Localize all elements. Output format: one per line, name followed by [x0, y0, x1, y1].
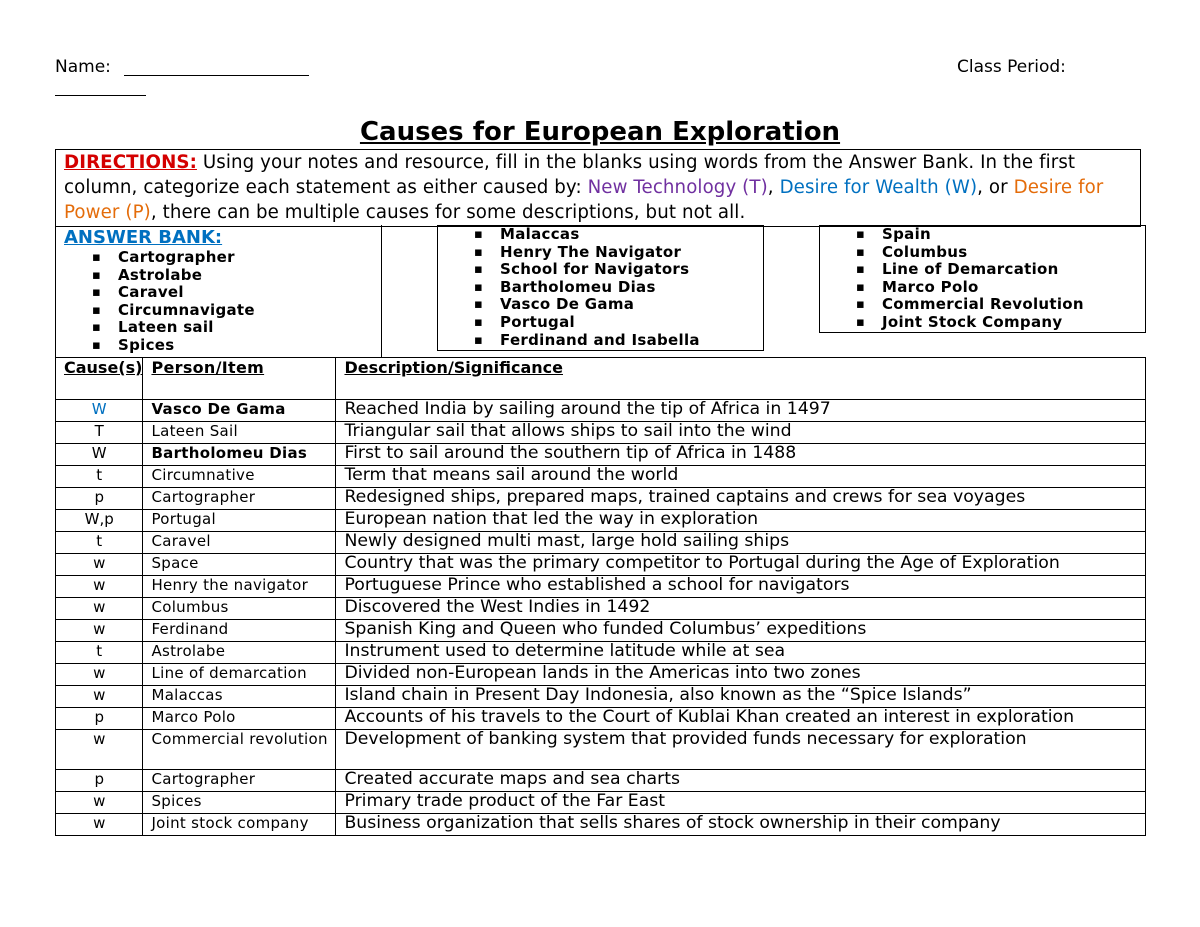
person-item-cell[interactable]: Malaccas [143, 686, 336, 708]
description-cell: Development of banking system that provided funds necessary for exploration [336, 730, 1146, 770]
description-cell: First to sail around the southern tip of Africa in 1488 [336, 444, 1146, 466]
table-row [56, 422, 1146, 444]
person-item-cell[interactable]: Cartographer [143, 488, 336, 510]
cause-cell[interactable]: w [56, 792, 143, 814]
answer-bank-column-3 [819, 225, 1146, 333]
directions-sep-1: , [767, 177, 780, 198]
directions-label: DIRECTIONS: [64, 152, 197, 173]
power-category: Desire for Power (P) [64, 177, 1104, 223]
table-header-row [56, 358, 1146, 400]
table-row [56, 400, 1146, 422]
person-item-cell[interactable]: Portugal [143, 510, 336, 532]
table-row [56, 488, 1146, 510]
person-item-cell[interactable]: Line of demarcation [143, 664, 336, 686]
description-cell: Triangular sail that allows ships to sail into the wind [336, 422, 1146, 444]
table-row [56, 576, 1146, 598]
cause-cell[interactable]: w [56, 664, 143, 686]
person-item-cell[interactable]: Columbus [143, 598, 336, 620]
bank-item: ▪ Ferdinand and Isabella [500, 332, 763, 350]
cause-cell[interactable]: W [56, 444, 143, 466]
bank-item: ▪ Malaccas [500, 226, 763, 244]
person-item-cell[interactable]: Lateen Sail [143, 422, 336, 444]
wealth-category: Desire for Wealth (W) [779, 177, 978, 198]
bank-item: ▪ Spain [882, 226, 1145, 244]
bank-item: ▪ Astrolabe [118, 267, 381, 285]
person-item-cell[interactable]: Space [143, 554, 336, 576]
bank-item: ▪ Spices [118, 337, 381, 355]
person-item-cell[interactable]: Marco Polo [143, 708, 336, 730]
table-row [56, 708, 1146, 730]
bank-item: ▪ Portugal [500, 314, 763, 332]
bank-item: ▪ Columbus [882, 244, 1145, 262]
table-row [56, 730, 1146, 770]
answer-bank-list-2 [438, 226, 763, 349]
description-cell: Discovered the West Indies in 1492 [336, 598, 1146, 620]
bank-item: ▪ Caravel [118, 284, 381, 302]
person-item-cell[interactable]: Bartholomeu Dias [143, 444, 336, 466]
table-row [56, 792, 1146, 814]
person-item-cell[interactable]: Spices [143, 792, 336, 814]
description-cell: Island chain in Present Day Indonesia, also known as the “Spice Islands” [336, 686, 1146, 708]
cause-cell[interactable]: t [56, 466, 143, 488]
person-item-cell[interactable]: Cartographer [143, 770, 336, 792]
table-row [56, 642, 1146, 664]
description-cell: Created accurate maps and sea charts [336, 770, 1146, 792]
bank-item: ▪ Cartographer [118, 249, 381, 267]
person-item-cell[interactable]: Circumnative [143, 466, 336, 488]
bank-item: ▪ Commercial Revolution [882, 296, 1145, 314]
directions-text-1: Using your notes and resource, fill in the blanks using words from the Answer Bank. In the first column, categorize each statement as either caused by: [64, 152, 1076, 198]
table-row [56, 532, 1146, 554]
bank-item: ▪ Henry The Navigator [500, 244, 763, 262]
answer-bank-list-1 [56, 249, 381, 355]
table-row [56, 814, 1146, 836]
table-row [56, 770, 1146, 792]
table-row [56, 444, 1146, 466]
header-description: Description/Significance [336, 358, 1146, 400]
table-row [56, 510, 1146, 532]
table-row [56, 466, 1146, 488]
cause-cell[interactable]: w [56, 598, 143, 620]
description-cell: Instrument used to determine latitude while at sea [336, 642, 1146, 664]
cause-cell[interactable]: w [56, 576, 143, 598]
person-item-cell[interactable]: Ferdinand [143, 620, 336, 642]
cause-cell[interactable]: w [56, 730, 143, 770]
description-cell: Newly designed multi mast, large hold sailing ships [336, 532, 1146, 554]
class-period-label: Class Period: [957, 57, 1066, 77]
cause-cell[interactable]: p [56, 708, 143, 730]
answer-bank-title: ANSWER BANK: [64, 227, 223, 248]
description-cell: Primary trade product of the Far East [336, 792, 1146, 814]
person-item-cell[interactable]: Henry the navigator [143, 576, 336, 598]
bank-item: ▪ School for Navigators [500, 261, 763, 279]
description-cell: Accounts of his travels to the Court of Kublai Khan created an interest in exploration [336, 708, 1146, 730]
bank-item: ▪ Lateen sail [118, 319, 381, 337]
bank-item: ▪ Line of Demarcation [882, 261, 1145, 279]
table-row [56, 664, 1146, 686]
description-cell: European nation that led the way in exploration [336, 510, 1146, 532]
table-row [56, 554, 1146, 576]
person-item-cell[interactable]: Joint stock company [143, 814, 336, 836]
cause-cell[interactable]: w [56, 686, 143, 708]
directions-box [55, 149, 1141, 227]
person-item-cell[interactable]: Caravel [143, 532, 336, 554]
cause-cell[interactable]: t [56, 532, 143, 554]
cause-cell[interactable]: T [56, 422, 143, 444]
answer-bank-list-3 [820, 226, 1145, 332]
table-row [56, 686, 1146, 708]
directions-text-2: , there can be multiple causes for some descriptions, but not all. [150, 202, 746, 223]
name-label: Name: [55, 57, 111, 77]
exploration-table [55, 357, 1146, 836]
cause-cell[interactable]: p [56, 488, 143, 510]
cause-cell[interactable]: p [56, 770, 143, 792]
header-person-item: Person/Item [143, 358, 336, 400]
bank-item: ▪ Bartholomeu Dias [500, 279, 763, 297]
cause-cell[interactable]: w [56, 620, 143, 642]
bank-item: ▪ Joint Stock Company [882, 314, 1145, 332]
person-item-cell[interactable]: Commercial revolution [143, 730, 336, 770]
tech-category: New Technology (T) [587, 177, 768, 198]
answer-bank-column-2 [437, 225, 764, 351]
person-item-cell[interactable]: Vasco De Gama [143, 400, 336, 422]
description-cell: Divided non-European lands in the Americas into two zones [336, 664, 1146, 686]
description-cell: Spanish King and Queen who funded Columbus’ expeditions [336, 620, 1146, 642]
person-item-cell[interactable]: Astrolabe [143, 642, 336, 664]
class-period-blank-line[interactable] [55, 78, 146, 96]
cause-cell[interactable]: w [56, 814, 143, 836]
cause-cell[interactable]: t [56, 642, 143, 664]
header-causes: Cause(s) [56, 358, 143, 400]
bank-item: ▪ Circumnavigate [118, 302, 381, 320]
cause-cell[interactable]: w [56, 554, 143, 576]
description-cell: Portuguese Prince who established a school for navigators [336, 576, 1146, 598]
table-row [56, 598, 1146, 620]
cause-cell[interactable]: W [56, 400, 143, 422]
bank-item: ▪ Vasco De Gama [500, 296, 763, 314]
table-row [56, 620, 1146, 642]
name-blank-line[interactable] [124, 57, 309, 76]
description-cell: Business organization that sells shares of stock ownership in their company [336, 814, 1146, 836]
description-cell: Redesigned ships, prepared maps, trained captains and crews for sea voyages [336, 488, 1146, 510]
cause-cell[interactable]: W,p [56, 510, 143, 532]
description-cell: Reached India by sailing around the tip of Africa in 1497 [336, 400, 1146, 422]
description-cell: Term that means sail around the world [336, 466, 1146, 488]
directions-sep-2: , or [977, 177, 1014, 198]
description-cell: Country that was the primary competitor to Portugal during the Age of Exploration [336, 554, 1146, 576]
page-title: Causes for European Exploration [359, 117, 841, 147]
bank-item: ▪ Marco Polo [882, 279, 1145, 297]
answer-bank-column-1 [55, 225, 382, 358]
